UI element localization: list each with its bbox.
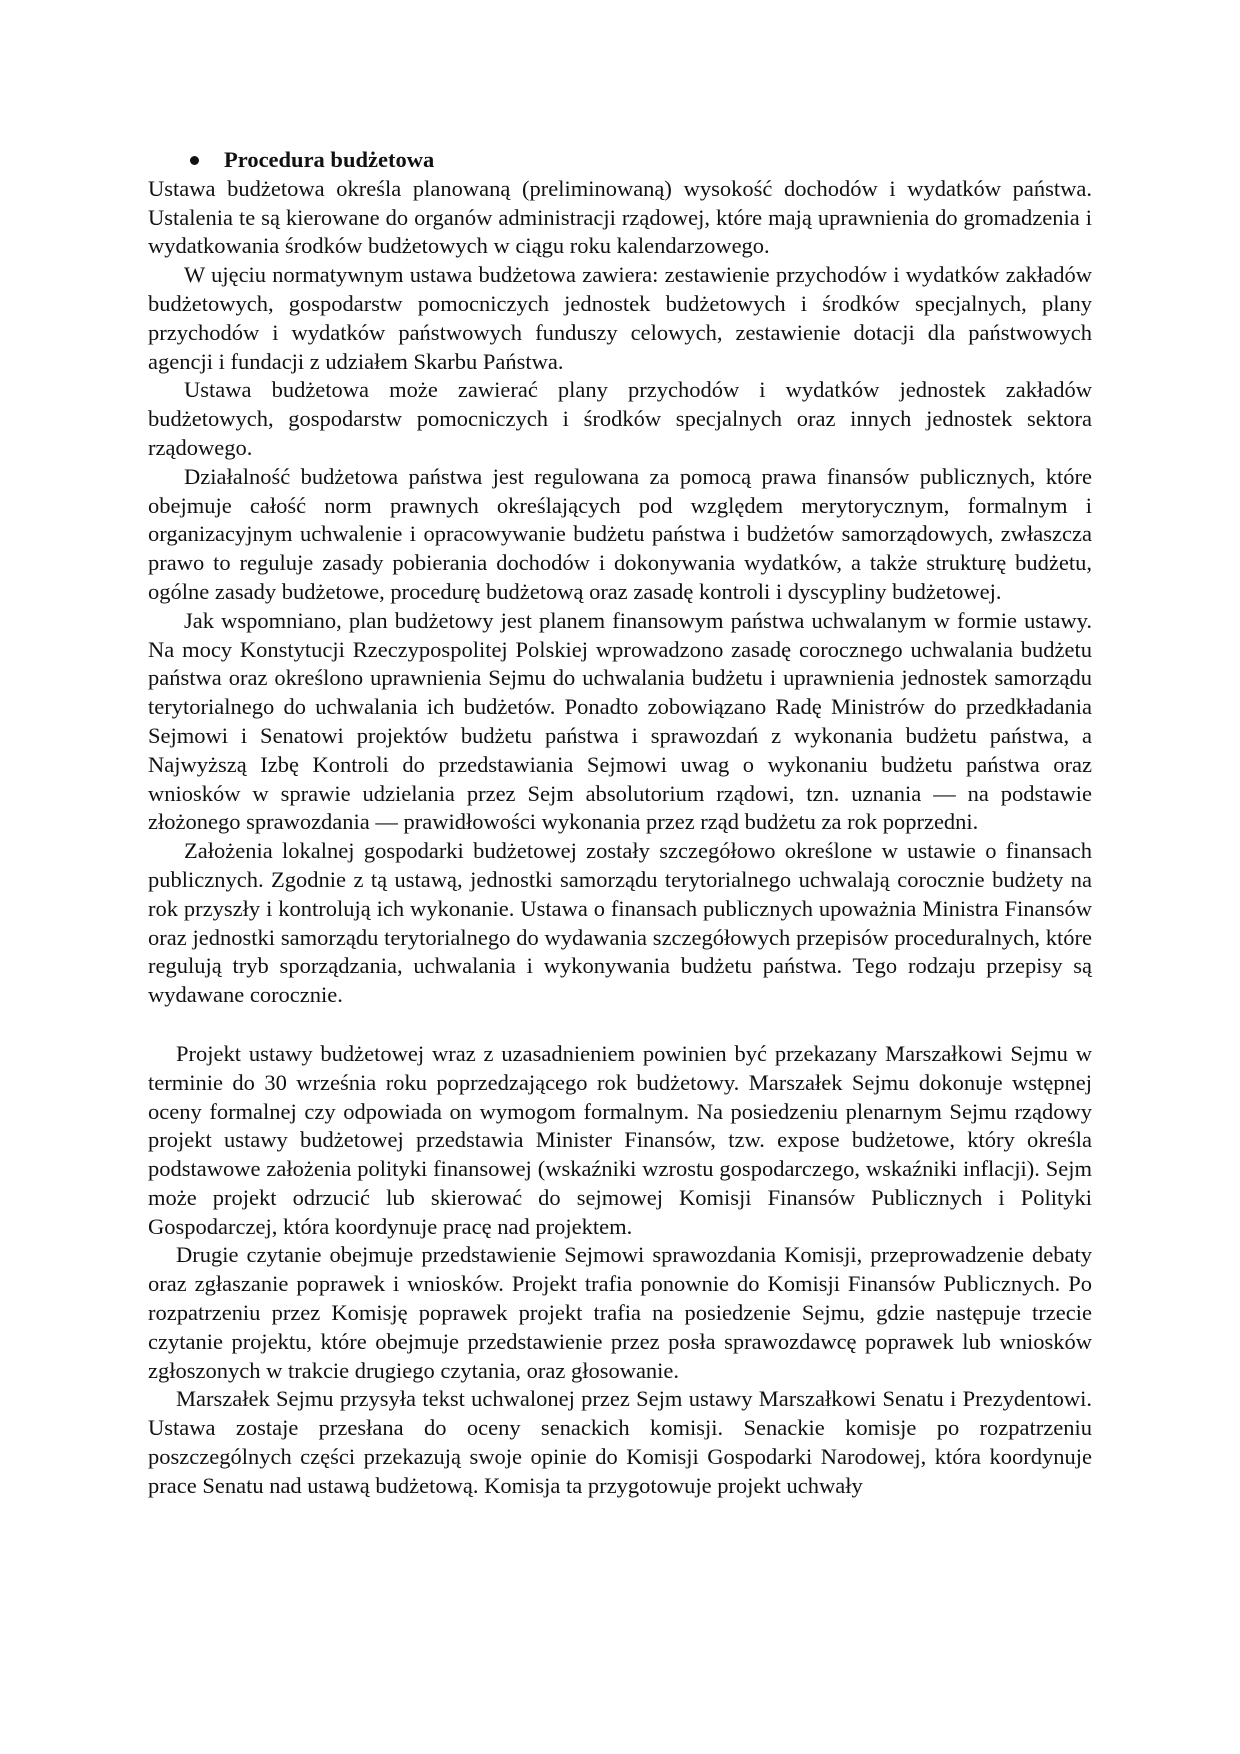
paragraph: Ustawa budżetowa określa planowaną (preliminowaną) wysokość dochodów i wydatków państwa. Ustalenia te są kierowane do organów administracji rządowej, które mają uprawnienia do gromadzenia i wydatkowania środków budżetowych w ciągu roku kalendarzowego.	[148, 175, 1092, 259]
section-heading-text: Procedura budżetowa	[224, 147, 435, 172]
section-heading	[148, 146, 1092, 175]
document-body	[148, 146, 1092, 1501]
paragraph: Projekt ustawy budżetowej wraz z uzasadnieniem powinien być przekazany Marszałkowi Sejmu w terminie do 30 września roku poprzedzającego rok budżetowy. Marszałek Sejmu dokonuje wstępnej oceny formalnej czy odpowiada on wymogom formalnym. Na posiedzeniu plenarnym Sejmu rządowy projekt ustawy budżetowej przedstawia Minister Finansów, tzw. expose budżetowe, który określa podstawowe założenia polityki finansowej (wskaźniki wzrostu gospodarczego, wskaźniki inflacji). Sejm może projekt odrzucić lub skierować do sejmowej Komisji Finansów Publicznych i Polityki Gospodarczej, która koordynuje pracę nad projektem.	[148, 1040, 1092, 1239]
paragraph: Działalność budżetowa państwa jest regulowana za pomocą prawa finansów publicznych, które obejmuje całość norm prawnych określających pod względem merytorycznym, formalnym i organizacyjnym uchwalenie i opracowywanie budżetu państwa i budżetów samorządowych, zwłaszcza prawo to reguluje zasady pobierania dochodów i dokonywania wydatków, a także strukturę budżetu, ogólne zasady budżetowe, procedurę budżetową oraz zasadę kontroli i dyscypliny budżetowej.	[148, 463, 1092, 604]
paragraph: Ustawa budżetowa może zawierać plany przychodów i wydatków jednostek zakładów budżetowych, gospodarstw pomocniczych i środków specjalnych oraz innych jednostek sektora rządowego.	[148, 377, 1092, 460]
paragraph: Marszałek Sejmu przysyła tekst uchwalonej przez Sejm ustawy Marszałkowi Senatu i Prezydentowi. Ustawa zostaje przesłana do oceny senackich komisji. Senackie komisje po rozpatrzeniu poszczególnych części przekazują swoje opinie do Komisji Gospodarki Narodowej, która koordynuje prace Senatu nad ustawą budżetową. Komisja ta przygotowuje projekt uchwały	[148, 1386, 1092, 1498]
paragraph: Jak wspomniano, plan budżetowy jest planem finansowym państwa uchwalanym w formie ustawy. Na mocy Konstytucji Rzeczypospolitej Polskiej wprowadzono zasadę corocznego uchwalania budżetu państwa oraz określono uprawnienia Sejmu do uchwalania budżetu i uprawnienia jednostek samorządu terytorialnego do uchwalania ich budżetów. Ponadto zobowiązano Radę Ministrów do przedkładania Sejmowi i Senatowi projektów budżetu państwa i sprawozdań z wykonania budżetu państwa, a Najwyższą Izbę Kontroli do przedstawiania Sejmowi uwag o wykonaniu budżetu państwa oraz wniosków w sprawie udzielania przez Sejm absolutorium rządowi, tzn. uznania — na podstawie złożonego sprawozdania — prawidłowości wykonania przez rząd budżetu za rok poprzedni.	[148, 607, 1092, 835]
paragraph-gap	[148, 1010, 1092, 1040]
bullet-icon	[190, 156, 199, 165]
paragraph: Założenia lokalnej gospodarki budżetowej zostały szczegółowo określone w ustawie o finansach publicznych. Zgodnie z tą ustawą, jednostki samorządu terytorialnego uchwalają corocznie budżety na rok przyszły i kontrolują ich wykonanie. Ustawa o finansach publicznych upoważnia Ministra Finansów oraz jednostki samorządu terytorialnego do wydawania szczegółowych przepisów proceduralnych, które regulują tryb sporządzania, uchwalania i wykonywania budżetu państwa. Tego rodzaju przepisy są wydawane corocznie.	[148, 838, 1092, 1008]
paragraph: W ujęciu normatywnym ustawa budżetowa zawiera: zestawienie przychodów i wydatków zakładów budżetowych, gospodarstw pomocniczych jednostek budżetowych i środków specjalnych, plany przychodów i wydatków państwowych funduszy celowych, zestawienie dotacji dla państwowych agencji i fundacji z udziałem Skarbu Państwa.	[148, 262, 1092, 374]
paragraph: Drugie czytanie obejmuje przedstawienie Sejmowi sprawozdania Komisji, przeprowadzenie debaty oraz zgłaszanie poprawek i wniosków. Projekt trafia ponownie do Komisji Finansów Publicznych. Po rozpatrzeniu przez Komisję poprawek projekt trafia na posiedzenie Sejmu, gdzie następuje trzecie czytanie projektu, które obejmuje przedstawienie przez posła sprawozdawcę poprawek lub wniosków zgłoszonych w trakcie drugiego czytania, oraz głosowanie.	[148, 1242, 1092, 1383]
